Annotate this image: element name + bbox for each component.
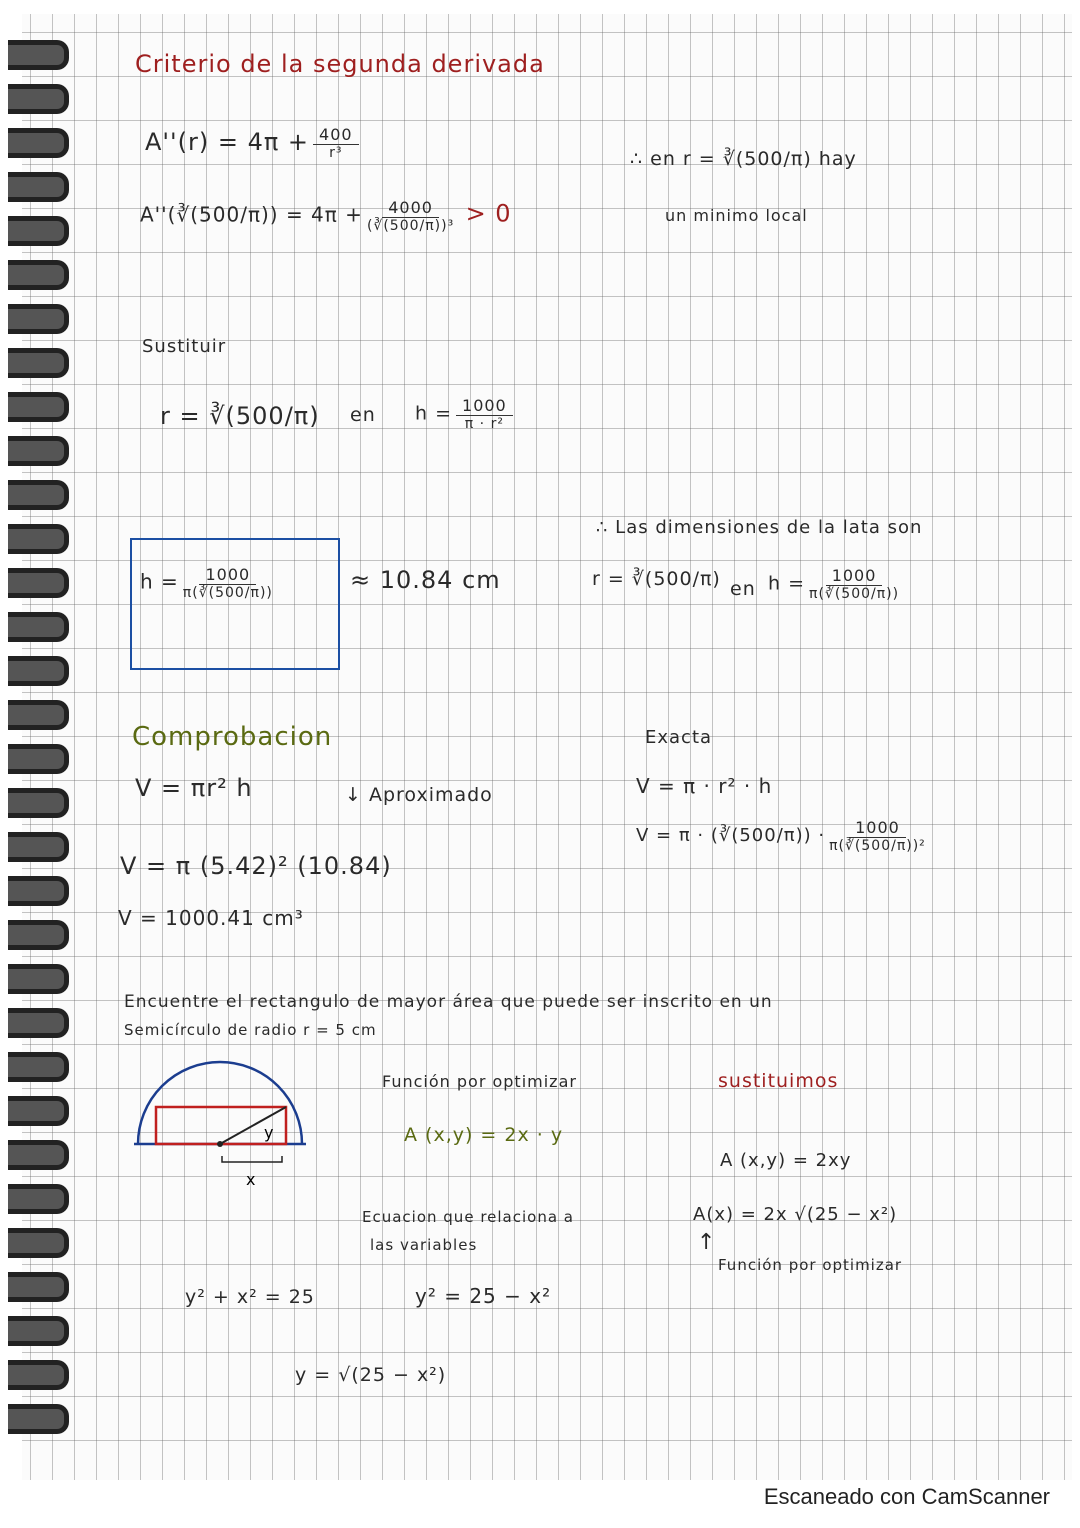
result: > 0	[465, 199, 512, 228]
spiral-coil	[8, 788, 69, 818]
formula: V = π · r² · h	[636, 774, 773, 798]
formula: V = π (5.42)² (10.84)	[120, 852, 392, 880]
spiral-coil	[8, 568, 69, 598]
spiral-coil	[8, 40, 69, 70]
denominator: π(∛(500/π))	[182, 585, 273, 601]
approximation: ≈ 10.84 cm	[350, 566, 501, 594]
result: V = 1000.41 cm³	[118, 906, 304, 930]
equation	[415, 396, 517, 432]
equation	[145, 125, 363, 161]
denominator: (∛(500/π))³	[366, 218, 455, 234]
denominator: π(∛(500/π))²	[829, 838, 926, 854]
equation	[140, 565, 277, 601]
spiral-coil	[8, 1140, 69, 1170]
spiral-coil	[8, 1316, 69, 1346]
spiral-coil	[8, 436, 69, 466]
problem-text: Encuentre el rectangulo de mayor área que puede ser inscrito en un	[124, 992, 773, 1012]
spiral-coil	[8, 1052, 69, 1082]
equation	[140, 198, 512, 234]
x-bracket	[222, 1156, 282, 1162]
y-label: y	[264, 1123, 274, 1142]
spiral-coil	[8, 964, 69, 994]
equation-lhs: A''(r) = 4π +	[145, 128, 310, 156]
spiral-coil	[8, 832, 69, 862]
spiral-coil	[8, 920, 69, 950]
label: Función por optimizar	[718, 1256, 903, 1274]
numerator: 1000	[826, 566, 883, 586]
numerator: 1000	[456, 396, 513, 416]
arrow-icon: ↑	[697, 1230, 717, 1255]
spiral-coil	[8, 84, 69, 114]
r-expression: r = ∛(500/π)	[592, 568, 721, 590]
spiral-coil	[8, 304, 69, 334]
denominator: r³	[329, 145, 343, 161]
formula: V = πr² h	[135, 774, 253, 802]
r-expression: r = ∛(500/π)	[160, 402, 320, 430]
spiral-coil	[8, 1184, 69, 1214]
equation: y = √(25 − x²)	[295, 1364, 447, 1386]
spiral-coil	[8, 876, 69, 906]
label: en	[730, 578, 756, 600]
equation: y² = 25 − x²	[415, 1284, 552, 1308]
spiral-coil	[8, 1008, 69, 1038]
equation	[768, 566, 903, 602]
section-title: Criterio de la segunda derivada	[135, 50, 545, 78]
equation	[636, 818, 930, 854]
equation-lhs: V = π · (∛(500/π)) ·	[636, 825, 826, 846]
spiral-coil	[8, 700, 69, 730]
x-label: x	[246, 1170, 256, 1189]
scanner-watermark: Escaneado con CamScanner	[763, 1484, 1050, 1509]
formula: A(x) = 2x √(25 − x²)	[693, 1204, 898, 1225]
spiral-coil	[8, 656, 69, 686]
equation: y² + x² = 25	[185, 1286, 315, 1308]
label: ↓ Aproximado	[345, 784, 493, 806]
spiral-coil	[8, 128, 69, 158]
spiral-coil	[8, 744, 69, 774]
dimensions-title: ∴ Las dimensiones de la lata son	[596, 517, 923, 538]
denominator: π(∛(500/π))	[809, 586, 900, 602]
equation-lhs: h =	[415, 402, 453, 425]
label: las variables	[370, 1236, 478, 1254]
spiral-coil	[8, 1228, 69, 1258]
problem-text: Semicírculo de radio r = 5 cm	[124, 1021, 377, 1039]
spiral-coil	[8, 172, 69, 202]
spiral-coil	[8, 1404, 69, 1434]
denominator: π · r²	[464, 416, 504, 432]
label: en	[350, 404, 376, 426]
formula: A (x,y) = 2xy	[720, 1150, 852, 1171]
center-point	[217, 1141, 223, 1147]
spiral-coil	[8, 260, 69, 290]
numerator: 1000	[199, 565, 256, 585]
semicircle-arc	[138, 1062, 302, 1144]
label: sustituimos	[718, 1070, 839, 1092]
numerator: 400	[313, 125, 359, 145]
equation-lhs: h =	[768, 572, 806, 595]
spiral-coil	[8, 524, 69, 554]
numerator: 1000	[849, 818, 906, 838]
spiral-coil	[8, 612, 69, 642]
radius-line	[220, 1107, 286, 1144]
label: Ecuacion que relaciona a	[362, 1208, 574, 1226]
label: Exacta	[645, 727, 713, 748]
formula: A (x,y) = 2x · y	[404, 1124, 564, 1146]
boxed-result	[130, 538, 340, 670]
equation-lhs: A''(∛(500/π)) = 4π +	[140, 202, 363, 227]
spiral-coil	[8, 348, 69, 378]
spiral-coil	[8, 216, 69, 246]
spiral-coil	[8, 1272, 69, 1302]
numerator: 4000	[382, 198, 439, 218]
semicircle-diagram	[130, 1060, 320, 1190]
spiral-coil	[8, 480, 69, 510]
equation-lhs: h =	[140, 569, 179, 594]
spiral-coil	[8, 1360, 69, 1390]
spiral-coil	[8, 1096, 69, 1126]
section-title: Comprobacion	[132, 722, 333, 752]
conclusion: ∴ en r = ∛(500/π) hay	[630, 148, 857, 170]
label: Sustituir	[142, 336, 227, 357]
conclusion: un minimo local	[665, 206, 808, 225]
spiral-binding	[8, 40, 68, 1440]
label: Función por optimizar	[382, 1072, 577, 1091]
spiral-coil	[8, 392, 69, 422]
